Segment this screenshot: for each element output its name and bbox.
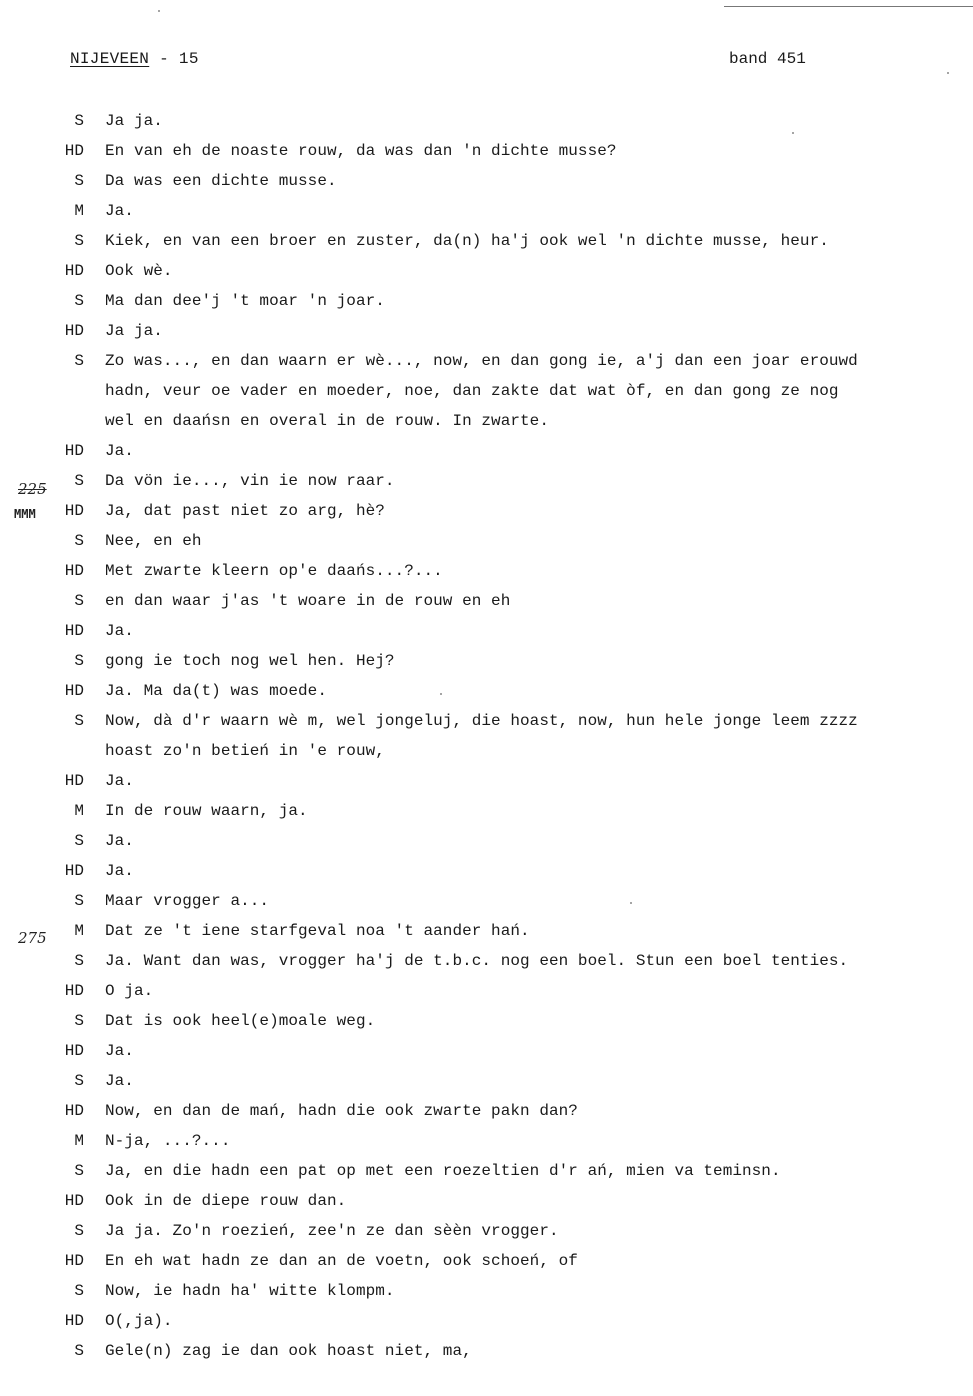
- speaker-label: S: [74, 1072, 84, 1090]
- utterance-text: O(,ja).: [105, 1312, 173, 1330]
- utterance-text: Ja ja. Zo'n roezień, zee'n ze dan sèèn vrogger.: [105, 1222, 559, 1240]
- transcript-line: [0, 322, 973, 352]
- transcript-line: [0, 562, 973, 592]
- transcript-line: [0, 772, 973, 802]
- speaker-label: S: [74, 1162, 84, 1180]
- speaker-label: HD: [64, 982, 84, 1000]
- utterance-text: Ja, dat past niet zo arg, hè?: [105, 502, 385, 520]
- utterance-text: Da vön ie..., vin ie now raar.: [105, 472, 395, 490]
- transcript-line: [0, 952, 973, 982]
- scan-speck: [158, 10, 160, 12]
- utterance-text: Now, dà d'r waarn wè m, wel jongeluj, die hoast, now, hun hele jonge leem zzzz: [105, 712, 858, 730]
- speaker-label: HD: [64, 1252, 84, 1270]
- utterance-text: Ja.: [105, 1072, 134, 1090]
- utterance-text: Ook wè.: [105, 262, 173, 280]
- utterance-text: hadn, veur oe vader en moeder, noe, dan zakte dat wat òf, en dan gong ze nog: [105, 382, 839, 400]
- speaker-label: S: [74, 112, 84, 130]
- speaker-label: HD: [64, 1312, 84, 1330]
- margin-note-225: 225: [18, 480, 47, 498]
- transcript-line: [0, 892, 973, 922]
- margin-note-overtyped: MMM: [14, 507, 36, 521]
- transcript-line: [0, 1252, 973, 1282]
- transcript-line: [0, 1192, 973, 1222]
- transcript-line: [0, 352, 973, 382]
- speaker-label: HD: [64, 622, 84, 640]
- speaker-label: S: [74, 1282, 84, 1300]
- speaker-label: HD: [64, 1102, 84, 1120]
- margin-note-275: 275: [18, 929, 47, 947]
- transcript-line: [0, 682, 973, 712]
- utterance-text: en dan waar j'as 't woare in de rouw en eh: [105, 592, 511, 610]
- speaker-label: M: [74, 202, 84, 220]
- utterance-text: gong ie toch nog wel hen. Hej?: [105, 652, 395, 670]
- transcript-lines: [0, 112, 973, 1372]
- transcript-line: [0, 1162, 973, 1192]
- speaker-label: HD: [64, 442, 84, 460]
- utterance-text: Ja.: [105, 862, 134, 880]
- transcript-line: [0, 412, 973, 442]
- utterance-text: Ja.: [105, 832, 134, 850]
- transcript-line: [0, 862, 973, 892]
- utterance-text: Met zwarte kleern op'e daańs...?...: [105, 562, 443, 580]
- transcript-line: [0, 1102, 973, 1132]
- transcript-line: [0, 472, 973, 502]
- utterance-text: Ja. Want dan was, vrogger ha'j de t.b.c. nog een boel. Stun een boel tenties.: [105, 952, 849, 970]
- speaker-label: S: [74, 352, 84, 370]
- transcript-line: [0, 232, 973, 262]
- speaker-label: M: [74, 922, 84, 940]
- page-header-title: [70, 50, 199, 68]
- utterance-text: O ja.: [105, 982, 154, 1000]
- utterance-text: wel en daańsn en overal in de rouw. In zwarte.: [105, 412, 549, 430]
- speaker-label: S: [74, 172, 84, 190]
- speaker-label: S: [74, 232, 84, 250]
- speaker-label: S: [74, 712, 84, 730]
- top-rule: [724, 6, 973, 7]
- transcript-line: [0, 442, 973, 472]
- utterance-text: Ja ja.: [105, 112, 163, 130]
- speaker-label: S: [74, 532, 84, 550]
- utterance-text: Ja ja.: [105, 322, 163, 340]
- speaker-label: M: [74, 802, 84, 820]
- transcript-line: [0, 802, 973, 832]
- place-name: NIJEVEEN: [70, 50, 150, 68]
- speaker-label: S: [74, 652, 84, 670]
- transcript-line: [0, 622, 973, 652]
- transcript-line: [0, 1312, 973, 1342]
- transcript-line: [0, 382, 973, 412]
- utterance-text: En eh wat hadn ze dan an de voetn, ook schoeń, of: [105, 1252, 578, 1270]
- transcript-line: [0, 292, 973, 322]
- transcript-line: [0, 832, 973, 862]
- band-label: band 451: [729, 50, 806, 68]
- utterance-text: Dat ze 't iene starfgeval noa 't aander hań.: [105, 922, 530, 940]
- speaker-label: S: [74, 472, 84, 490]
- transcript-line: [0, 172, 973, 202]
- transcript-line: [0, 502, 973, 532]
- speaker-label: HD: [64, 322, 84, 340]
- speaker-label: S: [74, 292, 84, 310]
- speaker-label: M: [74, 1132, 84, 1150]
- speaker-label: S: [74, 1342, 84, 1360]
- transcript-line: [0, 112, 973, 142]
- page-number: - 15: [149, 50, 199, 68]
- speaker-label: HD: [64, 502, 84, 520]
- utterance-text: Ma dan dee'j 't moar 'n joar.: [105, 292, 385, 310]
- utterance-text: Nee, en eh: [105, 532, 202, 550]
- utterance-text: En van eh de noaste rouw, da was dan 'n dichte musse?: [105, 142, 617, 160]
- utterance-text: Now, ie hadn ha' witte klompm.: [105, 1282, 395, 1300]
- speaker-label: HD: [64, 772, 84, 790]
- utterance-text: Maar vrogger a...: [105, 892, 270, 910]
- utterance-text: Dat is ook heel(e)moale weg.: [105, 1012, 376, 1030]
- utterance-text: Ook in de diepe rouw dan.: [105, 1192, 347, 1210]
- speaker-label: HD: [64, 142, 84, 160]
- speaker-label: S: [74, 1012, 84, 1030]
- utterance-text: Da was een dichte musse.: [105, 172, 337, 190]
- transcript-line: [0, 202, 973, 232]
- speaker-label: HD: [64, 1192, 84, 1210]
- transcript-line: [0, 742, 973, 772]
- transcript-line: [0, 262, 973, 292]
- utterance-text: hoast zo'n betień in 'e rouw,: [105, 742, 385, 760]
- utterance-text: In de rouw waarn, ja.: [105, 802, 308, 820]
- transcript-line: [0, 1012, 973, 1042]
- speaker-label: HD: [64, 862, 84, 880]
- speaker-label: S: [74, 592, 84, 610]
- utterance-text: Ja.: [105, 622, 134, 640]
- speaker-label: S: [74, 1222, 84, 1240]
- transcript-line: [0, 712, 973, 742]
- utterance-text: Ja.: [105, 202, 134, 220]
- transcript-line: [0, 1222, 973, 1252]
- speaker-label: HD: [64, 682, 84, 700]
- transcript-line: [0, 1342, 973, 1372]
- transcript-line: [0, 1072, 973, 1102]
- speaker-label: S: [74, 892, 84, 910]
- transcript-line: [0, 982, 973, 1012]
- transcript-line: [0, 1042, 973, 1072]
- utterance-text: Gele(n) zag ie dan ook hoast niet, ma,: [105, 1342, 472, 1360]
- transcript-line: [0, 652, 973, 682]
- utterance-text: Ja, en die hadn een pat op met een roezeltien d'r ań, mien va teminsn.: [105, 1162, 781, 1180]
- utterance-text: Ja.: [105, 442, 134, 460]
- utterance-text: Zo was..., en dan waarn er wè..., now, en dan gong ie, a'j dan een joar erouwd: [105, 352, 858, 370]
- utterance-text: Ja.: [105, 772, 134, 790]
- transcript-line: [0, 592, 973, 622]
- speaker-label: HD: [64, 562, 84, 580]
- transcript-line: [0, 922, 973, 952]
- utterance-text: Ja.: [105, 1042, 134, 1060]
- transcript-line: [0, 532, 973, 562]
- speaker-label: HD: [64, 1042, 84, 1060]
- utterance-text: N-ja, ...?...: [105, 1132, 231, 1150]
- transcript-line: [0, 1132, 973, 1162]
- utterance-text: Kiek, en van een broer en zuster, da(n) ha'j ook wel 'n dichte musse, heur.: [105, 232, 829, 250]
- transcript-line: [0, 1282, 973, 1312]
- scan-speck: [947, 72, 949, 74]
- speaker-label: S: [74, 952, 84, 970]
- utterance-text: Ja. Ma da(t) was moede.: [105, 682, 327, 700]
- utterance-text: Now, en dan de mań, hadn die ook zwarte pakn dan?: [105, 1102, 578, 1120]
- speaker-label: HD: [64, 262, 84, 280]
- speaker-label: S: [74, 832, 84, 850]
- transcript-line: [0, 142, 973, 172]
